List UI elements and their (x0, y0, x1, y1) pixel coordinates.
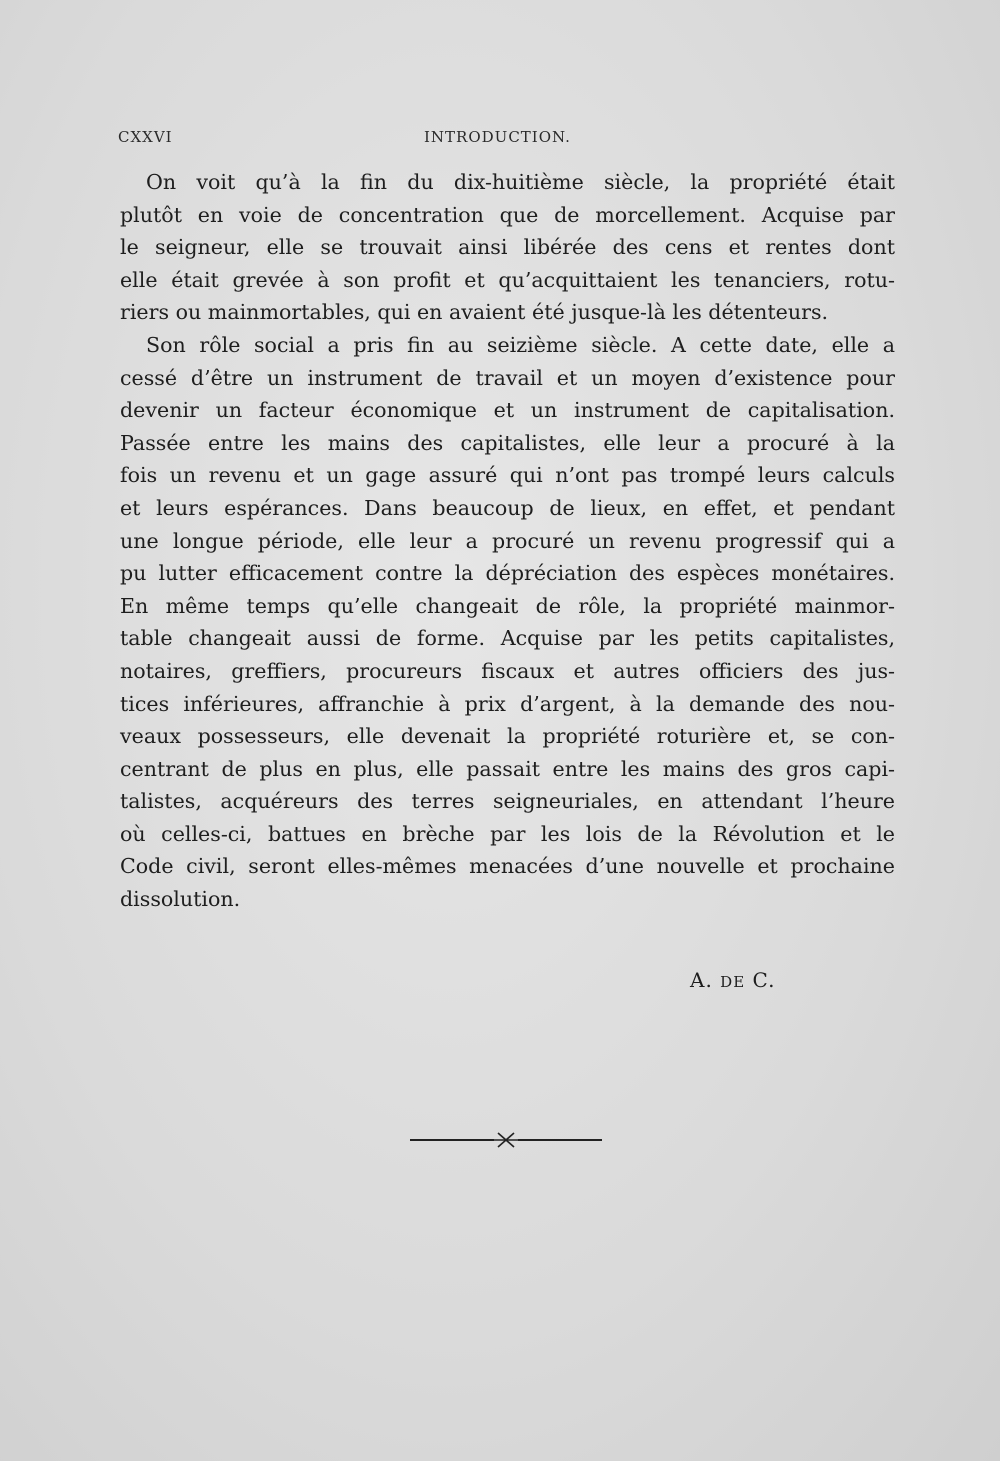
text-line: notaires, greffiers, procureurs fiscaux et autres officiers des jus- (120, 658, 895, 683)
signature-surname: C. (752, 968, 776, 992)
text-line: elle était grevée à son profit et qu’acquittaient les tenanciers, rotu- (120, 267, 895, 292)
text-line: plutôt en voie de concentration que de morcellement. Acquise par (120, 202, 895, 227)
signature-particle: DE (720, 973, 746, 991)
text-line: On voit qu’à la fin du dix-huitième siècle, la propriété était (146, 170, 895, 194)
text-line: devenir un facteur économique et un instrument de capitalisation. (120, 398, 895, 423)
text-line: une longue période, elle leur a procuré un revenu progressif qui a (120, 528, 895, 553)
running-header (118, 128, 893, 152)
author-signature (690, 968, 775, 992)
text-line: fois un revenu et un gage assuré qui n’ont pas trompé leurs calculs (120, 463, 895, 488)
text-line: où celles-ci, battues en brèche par les lois de la Révolution et le (120, 821, 895, 846)
ornament-cross-icon (494, 1133, 518, 1147)
text-line: table changeait aussi de forme. Acquise par les petits capitalistes, (120, 626, 895, 651)
text-line: Passée entre les mains des capitalistes, elle leur a procuré à la (120, 430, 895, 455)
text-line: dissolution. (120, 887, 241, 912)
text-line: talistes, acquéreurs des terres seigneuriales, en attendant l’heure (120, 789, 895, 814)
running-title: INTRODUCTION. (424, 128, 571, 146)
text-line: veaux possesseurs, elle devenait la propriété roturière et, se con- (120, 724, 895, 749)
text-line: le seigneur, elle se trouvait ainsi libérée des cens et rentes dont (120, 235, 895, 260)
text-line: Son rôle social a pris fin au seizième siècle. A cette date, elle a (146, 332, 895, 357)
text-line: cessé d’être un instrument de travail et un moyen d’existence pour (120, 365, 895, 390)
text-line: centrant de plus en plus, elle passait entre les mains des gros capi- (120, 756, 895, 781)
text-line: En même temps qu’elle changeait de rôle, la propriété mainmor- (120, 593, 895, 618)
text-line: pu lutter efficacement contre la dépréciation des espèces monétaires. (120, 561, 895, 586)
text-line: riers ou mainmortables, qui en avaient été jusque-là les détenteurs. (120, 300, 829, 325)
text-line: Code civil, seront elles-mêmes menacées d’une nouvelle et prochaine (120, 854, 895, 879)
section-end-ornament (410, 1128, 602, 1152)
body-text (120, 166, 895, 916)
page-number: CXXVI (118, 128, 173, 146)
text-line: et leurs espérances. Dans beaucoup de lieux, en effet, et pendant (120, 495, 895, 520)
signature-initial: A. (690, 968, 713, 992)
text-line: tices inférieures, affranchie à prix d’argent, à la demande des nou- (120, 691, 895, 716)
